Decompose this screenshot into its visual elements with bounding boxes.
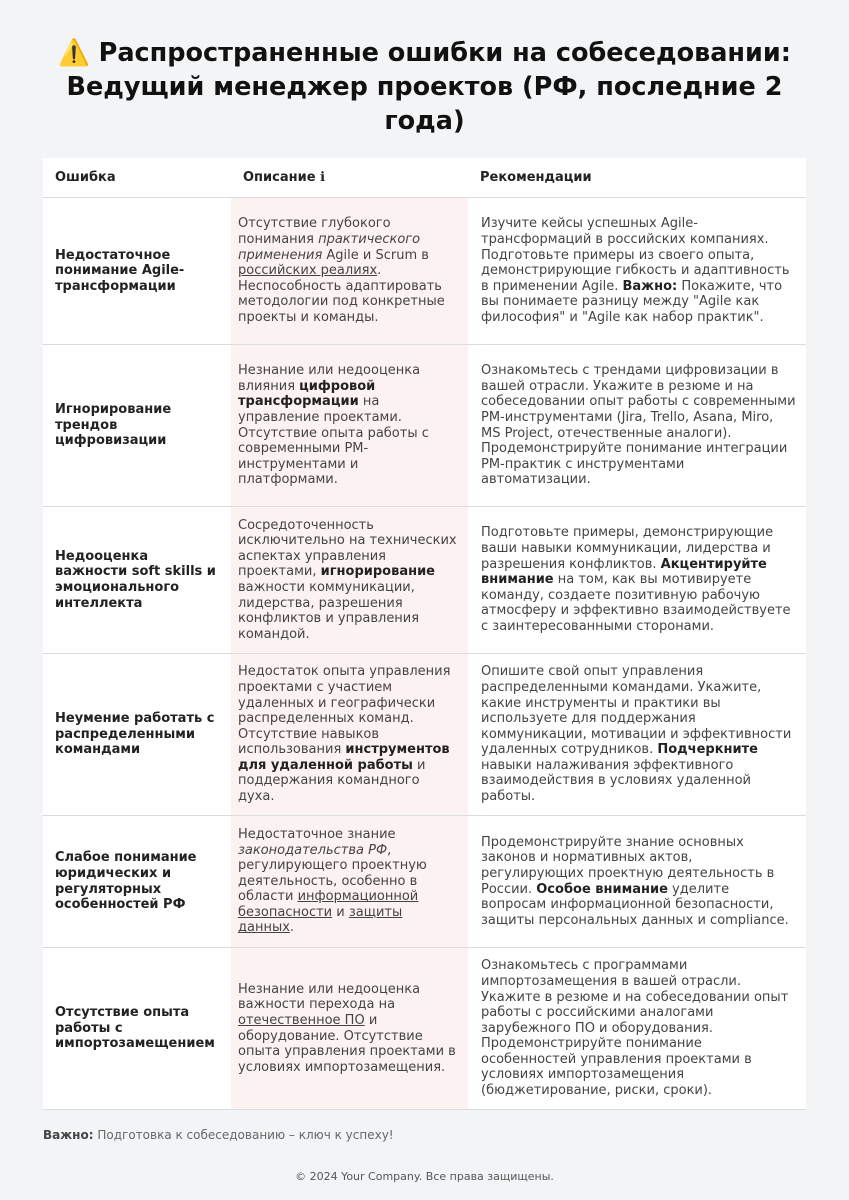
text-segment: и (332, 904, 349, 920)
header-description-label: Описание (243, 170, 316, 185)
italic-term: практического применения (238, 232, 421, 263)
description-cell (231, 507, 468, 654)
emphasis: Подчеркните (657, 742, 758, 758)
recommendation-cell (468, 198, 806, 345)
error-cell: Игнорирование трендов цифровизации (43, 345, 231, 507)
table-row (43, 948, 806, 1110)
recommendation-cell (468, 816, 806, 948)
note-label: Важно: (43, 1128, 94, 1142)
text-segment: Ознакомьтесь с трендами цифровизации в вашей отрасли. Укажите в резюме и на собеседовании опыт работы с современными PM-инструментами (Jira, Trello, Asana, Miro, MS Project, отечественные аналоги). Продемонстрируйте понимание интеграции PM-практик с инструментами автоматизации. (481, 363, 796, 488)
table-header-row (43, 158, 806, 198)
text-segment: Agile и Scrum в (322, 247, 429, 263)
page-title (30, 36, 819, 138)
error-cell: Недостаточное понимание Agile-трансформации (43, 198, 231, 345)
header-error: Ошибка (43, 158, 231, 198)
text-segment: навыки налаживания эффективного взаимодействия в условиях удаленной работы. (481, 757, 751, 805)
text-segment: Подготовьте примеры, демонстрирующие ваши навыки коммуникации, лидерства и разрешения конфликтов. (481, 525, 774, 572)
description-cell (231, 654, 468, 816)
emphasis: Акцентируйте внимание (481, 556, 767, 588)
text-segment: уделите вопросам информационной безопасности, защиты персональных данных и compliance. (481, 881, 789, 928)
description-cell (231, 345, 468, 507)
text-segment: на том, как вы мотивируете команду, создаете позитивную рабочую атмосферу и эффективно взаимодействуете с заинтересованными сторонами. (481, 572, 791, 634)
underlined-term: российских реалиях (238, 263, 378, 279)
text-segment: Отсутствие глубокого понимания (238, 216, 391, 248)
underlined-term: защиты данных (238, 904, 403, 936)
error-cell: Отсутствие опыта работы с импортозамещением (43, 948, 231, 1110)
info-icon[interactable]: ℹ (320, 170, 326, 185)
note (43, 1128, 394, 1142)
errors-table (43, 158, 806, 1110)
footer: © 2024 Your Company. Все права защищены. (295, 1170, 554, 1183)
italic-term: законодательства РФ (238, 842, 388, 858)
text-segment: Сосредоточенность исключительно на технических аспектах управления проектами, (238, 517, 457, 580)
text-segment: , регулирующего проектную деятельность, особенно в области (238, 842, 427, 905)
description-cell (231, 816, 468, 948)
description-cell (231, 948, 468, 1110)
text-segment: Недостаток опыта управления проектами с участием удаленных и географически распределенных команд. Отсутствие навыков использования (238, 664, 451, 758)
emphasis: цифровой трансформации (238, 378, 376, 410)
text-segment: . (289, 920, 295, 936)
emphasis: Особое внимание (536, 881, 668, 897)
text-segment: Покажите, что вы понимаете разницу между "Agile как философия" и "Agile как набор практик". (481, 278, 783, 325)
error-cell: Неумение работать с распределенными командами (43, 654, 231, 816)
table-row (43, 507, 806, 654)
recommendation-cell (468, 654, 806, 816)
text-segment: Незнание или недооценка важности перехода на (238, 981, 421, 1013)
emphasis: игнорирование (320, 564, 435, 580)
text-segment: Изучите кейсы успешных Agile-трансформаций в российских компаниях. Подготовьте примеры из своего опыта, демонстрирующие гибкость и адаптивность в применении Agile. (481, 216, 790, 294)
recommendation-cell (468, 345, 806, 507)
table-row (43, 198, 806, 345)
text-segment: . Неспособность адаптировать методологии под конкретные проекты и команды. (238, 263, 445, 325)
text-segment: и оборудование. Отсутствие опыта управления проектами в условиях импортозамещения. (238, 1012, 456, 1075)
table-row (43, 816, 806, 948)
underlined-term: информационной безопасности (238, 889, 419, 920)
underlined-term: отечественное ПО (238, 1012, 365, 1028)
header-description (231, 158, 468, 198)
emphasis: Важно: (622, 278, 678, 294)
table-row (43, 654, 806, 816)
error-cell: Недооценка важности soft skills и эмоционального интеллекта (43, 507, 231, 654)
text-segment: Недостаточное знание (238, 826, 396, 842)
text-segment: Опишите свой опыт управления распределенными командами. Укажите, какие инструменты и практики вы используете для поддержания коммуникации, мотивации и эффективности удаленных сотрудников. (481, 664, 792, 758)
text-segment: Незнание или недооценка влияния (238, 363, 421, 394)
table-row (43, 345, 806, 507)
text-segment: и поддержания командного духа. (238, 757, 426, 805)
recommendation-cell (468, 507, 806, 654)
note-text: Подготовка к собеседованию – ключ к успеху! (97, 1128, 394, 1142)
emphasis: инструментов для удаленной работы (238, 742, 450, 773)
header-recommendations: Рекомендации (468, 158, 806, 198)
page-title-text: Распространенные ошибки на собеседовании: Ведущий менеджер проектов (РФ, последние 2 года) (66, 38, 791, 136)
error-cell: Слабое понимание юридических и регуляторных особенностей РФ (43, 816, 231, 948)
text-segment: Продемонстрируйте знание основных законов и нормативных актов, регулирующих проектную деятельность в России. (481, 834, 775, 897)
text-segment: важности коммуникации, лидерства, разрешения конфликтов и управления командой. (238, 580, 420, 642)
description-cell (231, 198, 468, 345)
table-body (43, 198, 806, 1110)
warning-icon: ⚠️ (58, 38, 90, 68)
recommendation-cell (468, 948, 806, 1110)
text-segment: на управление проектами. Отсутствие опыта работы с современными PM-инструментами и платформами. (238, 394, 429, 488)
text-segment: Ознакомьтесь с программами импортозамещения в вашей отрасли. Укажите в резюме и на собеседовании опыт работы с российскими аналогами зарубежного ПО и оборудования. Продемонстрируйте понимание особенностей управления проектами в условиях импортозамещения (бюджетирование, риски, сроки). (481, 958, 789, 1099)
